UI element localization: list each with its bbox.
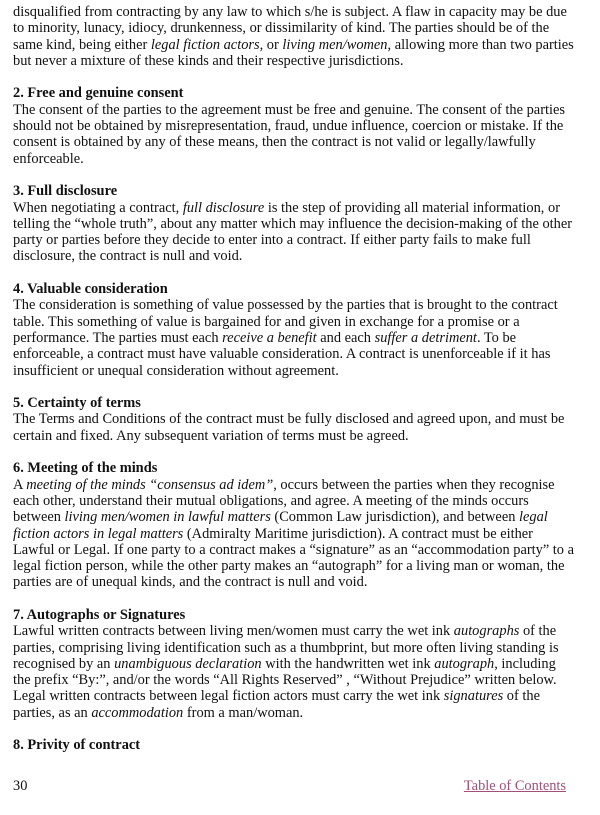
text-line bbox=[13, 477, 593, 493]
text: . To be bbox=[476, 329, 517, 346]
text-line: telling the “whole truth”, about any matter which may influence the decision-making of the other bbox=[13, 215, 573, 232]
text-line: disclosure, the contract is null and void. bbox=[13, 248, 243, 265]
emphasis: autograph bbox=[434, 655, 495, 672]
text: Legal written contracts between legal fiction actors must carry the wet ink bbox=[13, 688, 444, 705]
emphasis: autographs bbox=[453, 623, 520, 640]
text-line bbox=[13, 705, 593, 721]
section-heading: 6. Meeting of the minds bbox=[13, 460, 158, 477]
text-line: should not be obtained by misrepresentation, fraud, undue influence, coercion or mistake. If the bbox=[13, 118, 564, 135]
text-line: parties, comprising living identification such as a thumbprint, but more often living standing is bbox=[13, 639, 559, 656]
document-page bbox=[13, 4, 593, 770]
emphasis: full disclosure bbox=[182, 199, 265, 216]
emphasis: living men/women bbox=[282, 36, 388, 53]
section-free-consent bbox=[13, 85, 593, 166]
emphasis: legal fiction actors bbox=[150, 36, 260, 53]
emphasis: unambiguous declaration bbox=[114, 655, 262, 672]
text-line: insufficient or unequal consideration without agreement. bbox=[13, 362, 339, 379]
text-line bbox=[13, 37, 593, 53]
section-heading: 4. Valuable consideration bbox=[13, 281, 168, 298]
text-line: enforceable. bbox=[13, 150, 84, 167]
section-certainty-of-terms bbox=[13, 395, 593, 444]
text-line: parties are of unequal kinds, and the contract is null and void. bbox=[13, 574, 368, 591]
text: , including bbox=[494, 655, 556, 672]
text: with the handwritten wet ink bbox=[261, 655, 435, 672]
text: recognised by an bbox=[13, 655, 115, 672]
text-line: the prefix “By:”, and/or the words “All Rights Reserved” , “Without Prejudice” written below. bbox=[13, 672, 557, 689]
emphasis: accommodation bbox=[91, 704, 184, 721]
text-line: each other, understand their mutual obligations, and agree. A meeting of the minds occurs bbox=[13, 492, 529, 509]
text-line: The Terms and Conditions of the contract must be fully disclosed and agreed upon, and must be bbox=[13, 411, 565, 428]
emphasis: fiction actors in legal matters bbox=[13, 525, 184, 542]
section-privity bbox=[13, 737, 593, 753]
text: parties, as an bbox=[13, 704, 92, 721]
page-number: 30 bbox=[13, 778, 28, 794]
section-heading: 7. Autographs or Signatures bbox=[13, 606, 186, 623]
text-line: but never a mixture of these kinds and their respective jurisdictions. bbox=[13, 52, 404, 69]
emphasis: meeting of the minds “consensus ad idem” bbox=[26, 476, 274, 493]
text-line: certain and fixed. Any subsequent variation of terms must be agreed. bbox=[13, 427, 409, 444]
section-full-disclosure bbox=[13, 183, 593, 264]
text: same kind, being either bbox=[13, 36, 151, 53]
text-line: to minority, lunacy, idiocy, drunkenness, or dissimilarity of kind. The parties should be of the bbox=[13, 20, 550, 37]
text-line: party or parties before they decide to enter into a contract. If either party fails to make full bbox=[13, 232, 531, 249]
text: performance. The parties must each bbox=[13, 329, 223, 346]
text-line: enforceable, a contract must have valuable consideration. A contract is unenforceable if it has bbox=[13, 346, 551, 363]
text: When negotiating a contract, bbox=[13, 199, 183, 216]
section-valuable-consideration bbox=[13, 281, 593, 379]
text-line bbox=[13, 330, 593, 346]
section-meeting-of-minds bbox=[13, 460, 593, 590]
text: is the step of providing all material information, or bbox=[264, 199, 560, 216]
text-line: Lawful or Legal. If one party to a contract makes a “signature” as an “accommodation party” to a bbox=[13, 541, 574, 558]
emphasis: suffer a detriment bbox=[374, 329, 477, 346]
section-heading: 5. Certainty of terms bbox=[13, 395, 141, 412]
text-line bbox=[13, 688, 593, 704]
section-heading: 3. Full disclosure bbox=[13, 183, 118, 200]
text: , or bbox=[259, 36, 283, 53]
text: , occurs between the parties when they recognise bbox=[273, 476, 555, 493]
section-heading: 8. Privity of contract bbox=[13, 737, 141, 754]
emphasis: living men/women in lawful matters bbox=[64, 509, 271, 526]
text-line: consent is obtained by any of these means, then the contract is not valid or legally/lawfully bbox=[13, 134, 536, 151]
text: of the bbox=[503, 688, 540, 705]
text: Lawful written contracts between living men/women must carry the wet ink bbox=[13, 623, 454, 640]
text: and each bbox=[316, 329, 375, 346]
emphasis: receive a benefit bbox=[222, 329, 317, 346]
text: A bbox=[13, 476, 27, 493]
text-line bbox=[13, 509, 593, 525]
section-heading: 2. Free and genuine consent bbox=[13, 85, 184, 102]
text: (Admiralty Maritime jurisdiction). A contract must be either bbox=[183, 525, 533, 542]
intro-paragraph bbox=[13, 4, 593, 69]
text-line: The consideration is something of value possessed by the parties that is brought to the contract bbox=[13, 297, 558, 314]
emphasis: legal bbox=[519, 509, 548, 526]
table-of-contents-link[interactable]: Table of Contents bbox=[463, 778, 566, 794]
text-line: legal fiction person, while the other party makes an “autograph” for a living man or woman, the bbox=[13, 558, 565, 575]
text: (Common Law jurisdiction), and between bbox=[270, 509, 519, 526]
text-line bbox=[13, 200, 593, 216]
text-line bbox=[13, 623, 593, 639]
text: of the bbox=[519, 623, 557, 640]
text-line: table. This something of value is bargained for and given in exchange for a promise or a bbox=[13, 313, 520, 330]
section-autographs-signatures bbox=[13, 607, 593, 721]
text-line: The consent of the parties to the agreement must be free and genuine. The consent of the parties bbox=[13, 101, 565, 118]
text: between bbox=[13, 509, 65, 526]
text-line bbox=[13, 526, 593, 542]
text: from a man/woman. bbox=[183, 704, 304, 721]
text-line: disqualified from contracting by any law to which s/he is subject. A flaw in capacity may be due bbox=[13, 4, 567, 20]
emphasis: signatures bbox=[443, 688, 504, 705]
text-line bbox=[13, 656, 593, 672]
text: , allowing more than two parties bbox=[387, 36, 574, 53]
